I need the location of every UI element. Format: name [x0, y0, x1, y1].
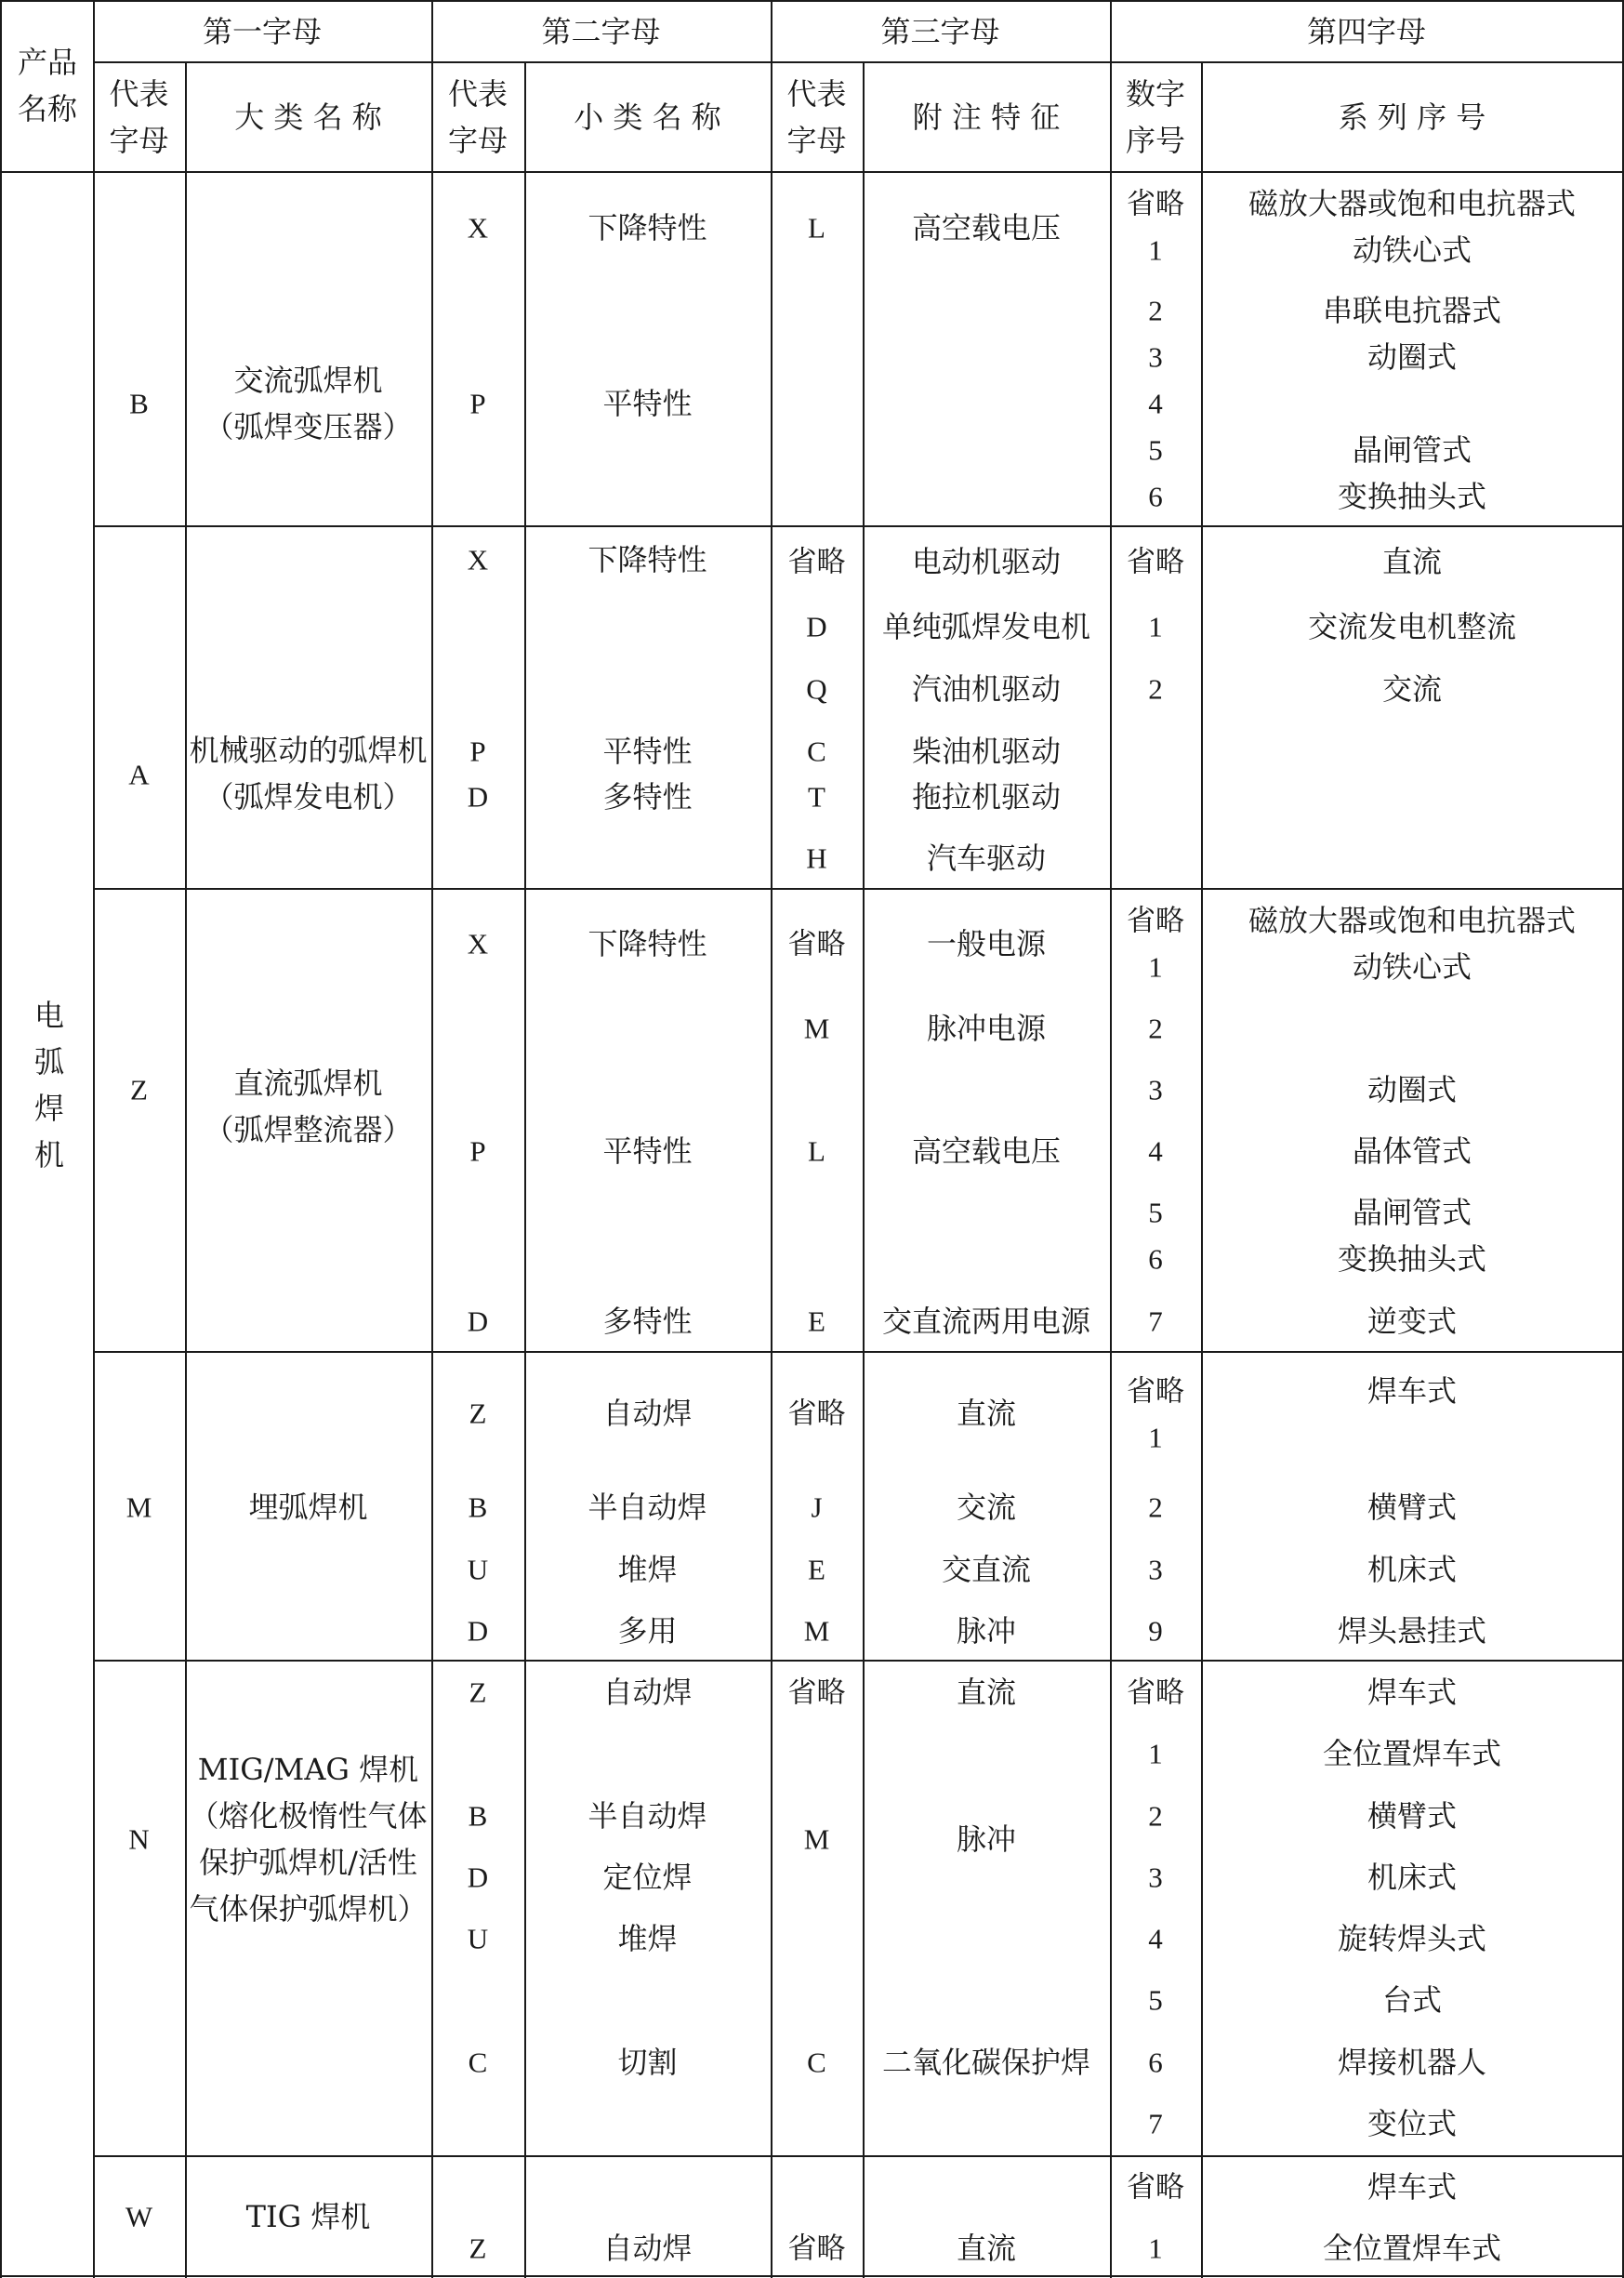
- minor-class-name: 自动焊: [602, 2231, 693, 2266]
- second-letter-code: Z: [469, 2232, 487, 2265]
- group-code-letter: Z: [130, 1073, 148, 1106]
- header-code-letter-3: 代表 字母: [786, 76, 847, 158]
- series-seq-name: 逆变式: [1367, 1304, 1458, 1339]
- fourth-number-code: 2: [1148, 672, 1163, 706]
- fourth-number-code: 6: [1148, 480, 1163, 513]
- group-divider-rule: [93, 1660, 1623, 1662]
- second-letter-code: U: [467, 1553, 489, 1586]
- minor-class-name: 下降特性: [588, 542, 707, 577]
- attached-feature-name: 直流: [956, 2231, 1017, 2266]
- minor-class-name: 半自动焊: [588, 1490, 707, 1525]
- second-letter-code: X: [467, 927, 489, 960]
- fourth-number-code: 2: [1148, 1799, 1163, 1833]
- third-letter-code: L: [808, 1134, 825, 1168]
- second-letter-code: P: [469, 735, 486, 768]
- group-code-letter: M: [125, 1490, 152, 1524]
- minor-class-name: 切割: [617, 2045, 678, 2080]
- series-seq-name: 磁放大器或饱和电抗器式: [1248, 186, 1577, 221]
- major-column-rule: [431, 0, 433, 2278]
- series-seq-name: 交流发电机整流: [1307, 609, 1517, 644]
- second-letter-code: Z: [469, 1397, 487, 1430]
- group-major-class-name: 交流弧焊机 （弧焊变压器）: [204, 363, 413, 444]
- third-letter-code: 省略: [787, 2232, 846, 2265]
- third-letter-code: 省略: [787, 1397, 846, 1430]
- fourth-number-code: 2: [1148, 1490, 1163, 1524]
- fourth-number-code: 1: [1148, 2232, 1163, 2265]
- minor-class-name: 堆焊: [617, 1921, 678, 1956]
- group-major-class-name: 机械驱动的弧焊机 （弧焊发电机）: [189, 733, 428, 815]
- third-letter-code: 省略: [787, 545, 846, 578]
- attached-feature-name: 脉冲: [956, 1821, 1017, 1857]
- header-third-letter: 第三字母: [880, 14, 1000, 49]
- group-divider-rule: [93, 1351, 1623, 1353]
- attached-feature-name: 交流: [956, 1490, 1017, 1525]
- minor-column-rule: [1201, 61, 1203, 2278]
- minor-class-name: 自动焊: [602, 1675, 693, 1710]
- minor-class-name: 下降特性: [588, 210, 707, 245]
- series-seq-name: 焊接机器人: [1337, 2045, 1487, 2080]
- series-seq-name: 晶体管式: [1352, 1133, 1472, 1169]
- fourth-number-code: 3: [1148, 1861, 1163, 1894]
- second-letter-code: C: [468, 2046, 488, 2079]
- header-code-letter-1: 代表 字母: [109, 76, 169, 158]
- third-letter-code: 省略: [787, 927, 846, 960]
- series-seq-name: 变换抽头式: [1337, 1241, 1487, 1277]
- series-seq-name: 交流: [1381, 671, 1443, 707]
- series-seq-name: 动圈式: [1367, 339, 1458, 375]
- third-letter-code: J: [811, 1490, 823, 1524]
- fourth-number-code: 2: [1148, 294, 1163, 327]
- fourth-number-code: 5: [1148, 433, 1163, 467]
- group-divider-rule: [93, 888, 1623, 890]
- series-seq-name: 动圈式: [1367, 1072, 1458, 1107]
- group-divider-rule: [93, 2155, 1623, 2157]
- minor-column-rule: [524, 61, 526, 2278]
- fourth-number-code: 7: [1148, 2107, 1163, 2140]
- fourth-number-code: 1: [1148, 1737, 1163, 1770]
- third-letter-code: D: [806, 610, 827, 643]
- attached-feature-name: 脉冲: [956, 1613, 1017, 1649]
- series-seq-name: 变位式: [1367, 2106, 1458, 2141]
- series-seq-name: 动铁心式: [1352, 232, 1472, 268]
- attached-feature-name: 拖拉机驱动: [911, 779, 1062, 815]
- second-letter-code: X: [467, 211, 489, 245]
- group-code-letter: N: [128, 1822, 150, 1856]
- header-number-seq: 数字 序号: [1125, 76, 1186, 158]
- fourth-number-code: 1: [1148, 233, 1163, 267]
- third-letter-code: M: [803, 1822, 830, 1856]
- major-column-rule: [771, 0, 772, 2278]
- fourth-number-code: 1: [1148, 610, 1163, 643]
- second-letter-code: U: [467, 1922, 489, 1955]
- group-code-letter: A: [128, 758, 150, 791]
- header-major-class: 大 类 名 称: [234, 99, 382, 135]
- attached-feature-name: 脉冲电源: [926, 1011, 1047, 1046]
- minor-class-name: 平特性: [602, 386, 693, 421]
- fourth-number-code: 3: [1148, 1073, 1163, 1106]
- table-top-rule: [0, 0, 1624, 2]
- attached-feature-name: 直流: [956, 1396, 1017, 1431]
- fourth-number-code: 6: [1148, 1242, 1163, 1276]
- third-letter-code: 省略: [787, 1675, 846, 1709]
- minor-class-name: 自动焊: [602, 1396, 693, 1431]
- attached-feature-name: 二氧化碳保护焊: [881, 2045, 1091, 2080]
- fourth-number-code: 省略: [1127, 1675, 1184, 1709]
- header-first-letter: 第一字母: [202, 14, 323, 49]
- series-seq-name: 串联电抗器式: [1322, 293, 1502, 328]
- group-divider-rule: [93, 525, 1623, 527]
- header-series-seq: 系 列 序 号: [1338, 99, 1486, 135]
- third-letter-code: Q: [806, 672, 827, 706]
- attached-feature-name: 柴油机驱动: [911, 734, 1062, 769]
- third-letter-code: C: [807, 735, 826, 768]
- attached-feature-name: 单纯弧焊发电机: [881, 609, 1091, 644]
- series-seq-name: 机床式: [1367, 1860, 1458, 1895]
- fourth-number-code: 省略: [1127, 1374, 1184, 1408]
- third-letter-code: M: [803, 1012, 830, 1045]
- series-seq-name: 动铁心式: [1352, 949, 1472, 985]
- header-minor-class: 小 类 名 称: [574, 99, 721, 135]
- second-letter-code: D: [467, 1614, 489, 1648]
- fourth-number-code: 9: [1148, 1614, 1163, 1648]
- series-seq-name: 焊车式: [1367, 1675, 1458, 1710]
- major-column-rule: [93, 0, 95, 2278]
- second-letter-code: Z: [469, 1675, 487, 1709]
- fourth-number-code: 4: [1148, 1134, 1163, 1168]
- major-column-rule: [1110, 0, 1112, 2278]
- header-sub-rule: [93, 61, 1623, 63]
- group-code-letter: B: [129, 387, 149, 420]
- third-letter-code: C: [807, 2046, 826, 2079]
- minor-class-name: 多用: [617, 1613, 678, 1649]
- group-code-letter: W: [125, 2200, 153, 2233]
- series-seq-name: 变换抽头式: [1337, 479, 1487, 514]
- series-seq-name: 焊车式: [1367, 1373, 1458, 1409]
- attached-feature-name: 直流: [956, 1675, 1017, 1710]
- series-seq-name: 焊车式: [1367, 2169, 1458, 2205]
- series-seq-name: 旋转焊头式: [1337, 1921, 1487, 1956]
- fourth-number-code: 省略: [1127, 545, 1184, 578]
- minor-column-rule: [185, 61, 187, 2278]
- third-letter-code: H: [806, 841, 827, 875]
- minor-class-name: 多特性: [602, 779, 693, 815]
- fourth-number-code: 2: [1148, 1012, 1163, 1045]
- minor-class-name: 下降特性: [588, 926, 707, 961]
- attached-feature-name: 交直流: [941, 1552, 1032, 1587]
- attached-feature-name: 汽油机驱动: [911, 671, 1062, 707]
- minor-class-name: 定位焊: [602, 1860, 693, 1895]
- fourth-number-code: 6: [1148, 2046, 1163, 2079]
- table-bottom-rule: [0, 2275, 1624, 2277]
- attached-feature-name: 一般电源: [926, 926, 1047, 961]
- fourth-number-code: 3: [1148, 1553, 1163, 1586]
- group-major-class-name: MIG/MAG 焊机 （熔化极惰性气体 保护弧焊机/活性 气体保护弧焊机）: [189, 1752, 428, 1927]
- attached-feature-name: 高空载电压: [911, 210, 1062, 245]
- group-major-class-name: TIG 焊机: [245, 2199, 371, 2234]
- fourth-number-code: 4: [1148, 387, 1163, 420]
- fourth-number-code: 4: [1148, 1922, 1163, 1955]
- second-letter-code: X: [467, 543, 489, 576]
- second-letter-code: D: [467, 1305, 489, 1338]
- header-second-letter: 第二字母: [541, 14, 661, 49]
- minor-class-name: 堆焊: [617, 1552, 678, 1587]
- series-seq-name: 横臂式: [1367, 1490, 1458, 1525]
- minor-class-name: 半自动焊: [588, 1798, 707, 1834]
- series-seq-name: 横臂式: [1367, 1798, 1458, 1834]
- attached-feature-name: 汽车驱动: [926, 841, 1047, 876]
- fourth-number-code: 3: [1148, 340, 1163, 374]
- attached-feature-name: 高空载电压: [911, 1133, 1062, 1169]
- second-letter-code: D: [467, 1861, 489, 1894]
- third-letter-code: T: [808, 780, 825, 814]
- second-letter-code: P: [469, 387, 486, 420]
- second-letter-code: D: [467, 780, 489, 814]
- fourth-number-code: 1: [1148, 1421, 1163, 1454]
- minor-column-rule: [863, 61, 865, 2278]
- header-bottom-rule: [0, 171, 1624, 173]
- header-code-letter-2: 代表 字母: [447, 76, 508, 158]
- minor-class-name: 平特性: [602, 1133, 693, 1169]
- attached-feature-name: 电动机驱动: [911, 544, 1062, 579]
- fourth-number-code: 省略: [1127, 2170, 1184, 2204]
- third-letter-code: E: [808, 1553, 825, 1586]
- attached-feature-name: 交直流两用电源: [881, 1304, 1091, 1339]
- fourth-number-code: 5: [1148, 1983, 1163, 2017]
- fourth-number-code: 7: [1148, 1305, 1163, 1338]
- second-letter-code: B: [468, 1799, 488, 1833]
- fourth-number-code: 省略: [1127, 187, 1184, 220]
- header-fourth-letter: 第四字母: [1306, 14, 1427, 49]
- group-major-class-name: 埋弧焊机: [248, 1490, 368, 1525]
- series-seq-name: 晶闸管式: [1352, 432, 1472, 468]
- third-letter-code: E: [808, 1305, 825, 1338]
- series-seq-name: 全位置焊车式: [1322, 2231, 1502, 2266]
- series-seq-name: 直流: [1381, 544, 1443, 579]
- series-seq-name: 台式: [1381, 1982, 1443, 2018]
- fourth-number-code: 省略: [1127, 904, 1184, 937]
- header-attached-feature: 附 注 特 征: [912, 99, 1061, 135]
- third-letter-code: M: [803, 1614, 830, 1648]
- series-seq-name: 全位置焊车式: [1322, 1736, 1502, 1771]
- product-name-vertical: 电弧焊机: [30, 1000, 65, 1185]
- second-letter-code: B: [468, 1490, 488, 1524]
- fourth-number-code: 1: [1148, 950, 1163, 984]
- minor-class-name: 平特性: [602, 734, 693, 769]
- third-letter-code: L: [808, 211, 825, 245]
- series-seq-name: 焊头悬挂式: [1337, 1613, 1487, 1649]
- second-letter-code: P: [469, 1134, 486, 1168]
- header-product-name: 产品 名称: [17, 45, 78, 126]
- fourth-number-code: 5: [1148, 1196, 1163, 1229]
- group-major-class-name: 直流弧焊机 （弧焊整流器）: [204, 1066, 413, 1147]
- series-seq-name: 晶闸管式: [1352, 1195, 1472, 1230]
- series-seq-name: 磁放大器或饱和电抗器式: [1248, 903, 1577, 938]
- series-seq-name: 机床式: [1367, 1552, 1458, 1587]
- table-left-rule: [0, 0, 2, 2278]
- minor-class-name: 多特性: [602, 1304, 693, 1339]
